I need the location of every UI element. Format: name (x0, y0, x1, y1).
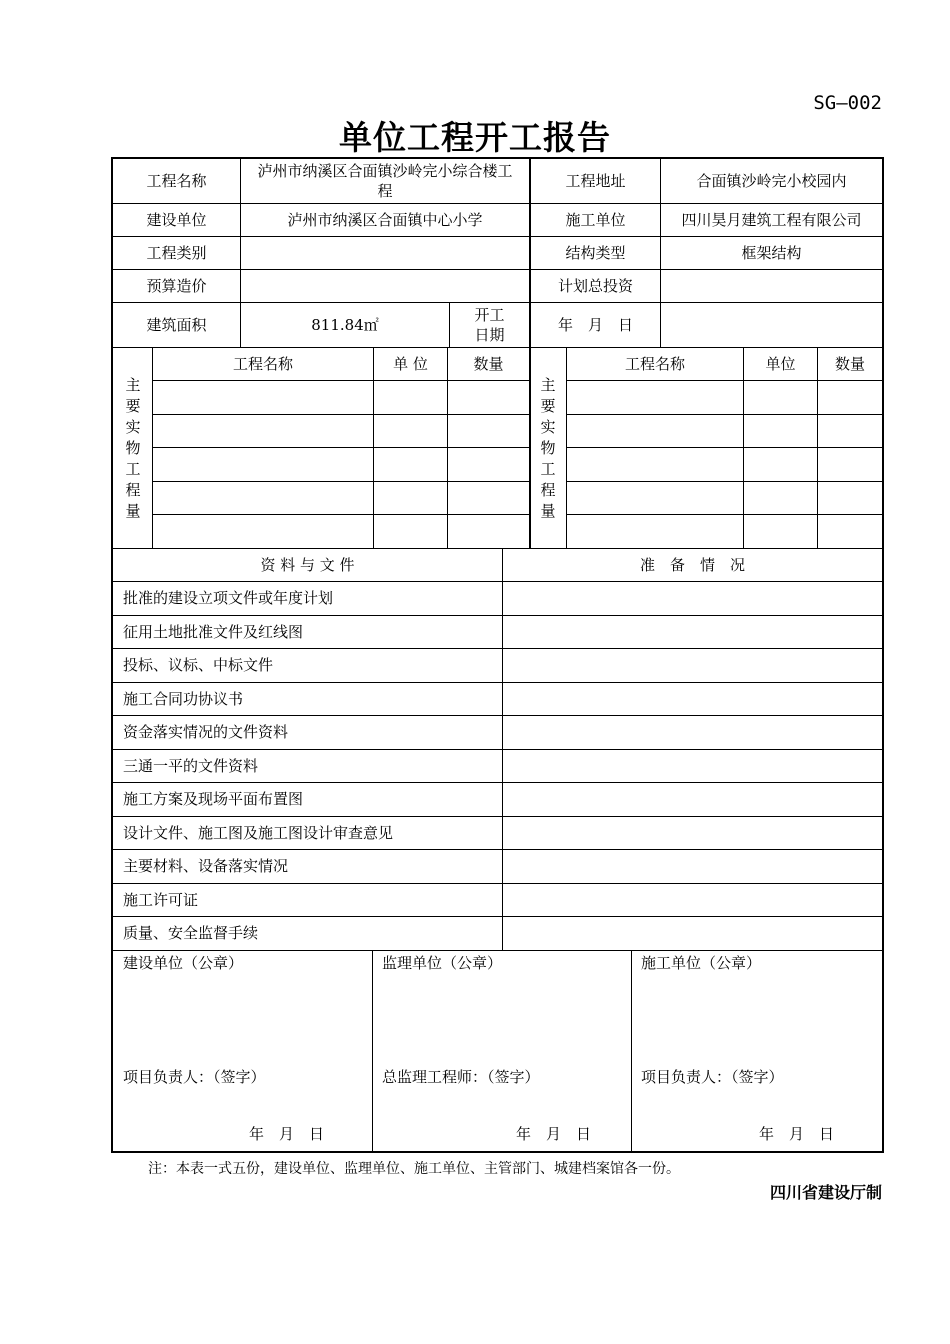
doc-item: 资金落实情况的文件资料 (123, 723, 289, 741)
qty-col-name-left: 工程名称 (232, 354, 293, 373)
qty-col-qty-left: 数量 (473, 354, 504, 373)
area-label: 建筑面积 (146, 315, 207, 334)
contractor-label: 施工单位 (565, 210, 626, 229)
doc-item: 施工方案及现场平面布置图 (123, 790, 304, 808)
area-value: 811.84㎡ (311, 315, 379, 334)
owner-seal-label: 建设单位（公章） (123, 954, 244, 972)
project-name-label: 工程名称 (146, 172, 207, 190)
investment-value (661, 269, 882, 302)
start-date-value: 年 月 日 (557, 315, 633, 334)
page-title: 单位工程开工报告 (339, 118, 611, 157)
doc-item: 施工合同功协议书 (123, 689, 244, 708)
category-label: 工程类别 (146, 243, 207, 262)
doc-item: 质量、安全监督手续 (123, 924, 259, 942)
project-name-value: 泸州市纳溪区合面镇沙岭完小综合楼工程 (257, 162, 513, 200)
supervisor-date: 年 月 日 (516, 1125, 592, 1143)
doc-item: 主要材料、设备落实情况 (123, 857, 289, 875)
form-code: SG—002 (813, 92, 882, 114)
budget-value (241, 269, 529, 302)
structure-label: 结构类型 (565, 243, 626, 262)
owner-person-label: 项目负责人：（签字） (123, 1068, 266, 1086)
contractor-person-label: 项目负责人：（签字） (641, 1068, 784, 1086)
contractor-value: 四川昊月建筑工程有限公司 (681, 210, 862, 229)
supervisor-person-label: 总监理工程师：（签字） (382, 1068, 540, 1086)
supervisor-seal-label: 监理单位（公章） (382, 954, 503, 972)
investment-label: 计划总投资 (557, 276, 633, 295)
qty-col-qty-right: 数量 (834, 354, 865, 373)
qty-col-unit-left: 单 位 (393, 354, 428, 373)
quantities-side-label-right: 主要实物工程量 (540, 376, 556, 520)
category-value (241, 236, 529, 269)
contractor-date: 年 月 日 (759, 1125, 835, 1143)
doc-item: 征用土地批准文件及红线图 (123, 622, 304, 641)
status-col-header: 准 备 情 况 (639, 555, 745, 574)
owner-label: 建设单位 (146, 210, 207, 229)
issuer-label: 四川省建设厅制 (769, 1183, 882, 1202)
owner-date: 年 月 日 (249, 1125, 325, 1143)
footer-note: 注：本表一式五份，建设单位、监理单位、施工单位、主管部门、城建档案馆各一份。 (148, 1161, 680, 1177)
start-date-label: 开工日期 (474, 305, 505, 344)
project-address-label: 工程地址 (565, 172, 626, 190)
doc-item: 投标、议标、中标文件 (123, 656, 274, 674)
doc-item: 三通一平的文件资料 (123, 756, 259, 775)
structure-value: 框架结构 (741, 243, 802, 262)
doc-item: 施工许可证 (123, 890, 199, 909)
doc-item: 设计文件、施工图及施工图设计审查意见 (123, 823, 394, 842)
qty-col-name-right: 工程名称 (624, 354, 685, 373)
owner-value: 泸州市纳溪区合面镇中心小学 (287, 210, 483, 229)
project-address-value: 合面镇沙岭完小校园内 (696, 172, 847, 190)
contractor-seal-label: 施工单位（公章） (641, 954, 762, 972)
doc-item: 批准的建设立项文件或年度计划 (123, 589, 334, 607)
quantities-side-label-left: 主要实物工程量 (125, 376, 141, 520)
qty-col-unit-right: 单位 (765, 354, 796, 373)
report-table (111, 157, 884, 1153)
budget-label: 预算造价 (146, 276, 207, 295)
docs-col-header: 资 料 与 文 件 (260, 555, 355, 574)
